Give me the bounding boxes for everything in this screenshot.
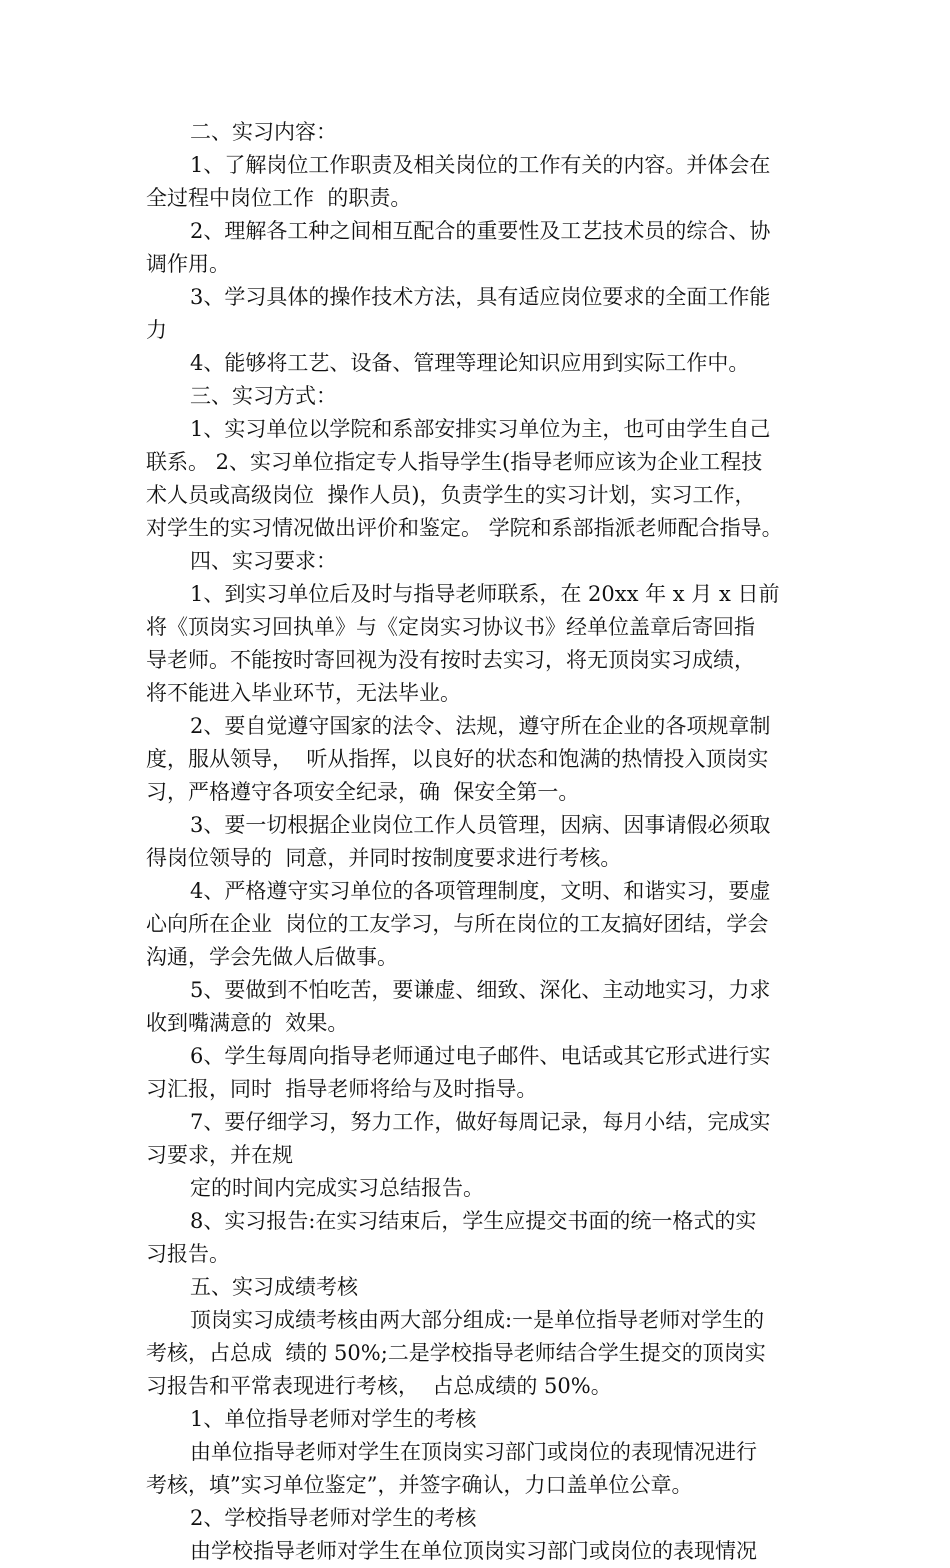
text-line: 2、要自觉遵守国家的法令、法规，遵守所在企业的各项规章制 xyxy=(190,714,771,738)
text-line: 术人员或高级岗位 操作人员)，负责学生的实习计划，实习工作， xyxy=(146,483,756,507)
text-line: 习报告。 xyxy=(146,1242,230,1266)
text-line: 1、了解岗位工作职责及相关岗位的工作有关的内容。并体会在 xyxy=(190,153,771,177)
text-line: 收到嘴满意的 效果。 xyxy=(146,1011,349,1035)
text-line: 考核，占总成 绩的 50%;二是学校指导老师结合学生提交的顶岗实 xyxy=(146,1341,766,1365)
text-line: 3、学习具体的操作技术方法，具有适应岗位要求的全面工作能 xyxy=(190,285,771,309)
text-line: 三、实习方式： xyxy=(190,384,337,408)
text-line: 习报告和平常表现进行考核， 占总成绩的 50%。 xyxy=(146,1374,612,1398)
text-line: 考核，填”实习单位鉴定”，并签字确认，力口盖单位公章。 xyxy=(146,1473,693,1497)
text-line: 5、要做到不怕吃苦，要谦虚、细致、深化、主动地实习，力求 xyxy=(190,978,771,1002)
text-line: 顶岗实习成绩考核由两大部分组成:一是单位指导老师对学生的 xyxy=(190,1308,765,1332)
text-line: 1、到实习单位后及时与指导老师联系，在 20xx 年 x 月 x 日前 xyxy=(190,582,780,606)
text-line: 将不能进入毕业环节，无法毕业。 xyxy=(146,681,461,705)
text-line: 1、实习单位以学院和系部安排实习单位为主，也可由学生自己 xyxy=(190,417,771,441)
text-line: 全过程中岗位工作 的职责。 xyxy=(146,186,412,210)
text-line: 二、实习内容： xyxy=(190,120,337,144)
text-line: 五、实习成绩考核 xyxy=(190,1275,358,1299)
text-line: 将《顶岗实习回执单》与《定岗实习协议书》经单位盖章后寄回指 xyxy=(146,615,755,639)
text-line: 由学校指导老师对学生在单位顶岗实习部门或岗位的表现情况 xyxy=(190,1539,757,1563)
text-line: 1、单位指导老师对学生的考核 xyxy=(190,1407,477,1431)
text-line: 导老师。不能按时寄回视为没有按时去实习，将无顶岗实习成绩， xyxy=(146,648,755,672)
text-line: 由单位指导老师对学生在顶岗实习部门或岗位的表现情况进行 xyxy=(190,1440,757,1464)
text-line: 四、实习要求： xyxy=(190,549,337,573)
text-line: 7、要仔细学习，努力工作，做好每周记录，每月小结，完成实 xyxy=(190,1110,771,1134)
text-line: 习要求，并在规 xyxy=(146,1143,293,1167)
text-line: 心向所在企业 岗位的工友学习，与所在岗位的工友搞好团结，学会 xyxy=(146,912,769,936)
text-line: 2、学校指导老师对学生的考核 xyxy=(190,1506,477,1530)
text-line: 联系。 2、实习单位指定专人指导学生(指导老师应该为企业工程技 xyxy=(146,450,763,474)
text-line: 4、严格遵守实习单位的各项管理制度，文明、和谐实习，要虚 xyxy=(190,879,771,903)
text-line: 习汇报，同时 指导老师将给与及时指导。 xyxy=(146,1077,538,1101)
document-body xyxy=(146,116,816,1568)
text-line: 度，服从领导， 听从指挥，以良好的状态和饱满的热情投入顶岗实 xyxy=(146,747,769,771)
text-line: 沟通，学会先做人后做事。 xyxy=(146,945,398,969)
text-line: 8、实习报告:在实习结束后，学生应提交书面的统一格式的实 xyxy=(190,1209,757,1233)
text-line: 定的时间内完成实习总结报告。 xyxy=(190,1176,484,1200)
text-line: 6、学生每周向指导老师通过电子邮件、电话或其它形式进行实 xyxy=(190,1044,771,1068)
text-line: 3、要一切根据企业岗位工作人员管理，因病、因事请假必须取 xyxy=(190,813,771,837)
text-line: 对学生的实习情况做出评价和鉴定。 学院和系部指派老师配合指导。 xyxy=(146,516,783,540)
text-line: 4、能够将工艺、设备、管理等理论知识应用到实际工作中。 xyxy=(190,351,750,375)
text-line: 调作用。 xyxy=(146,252,230,276)
text-line: 2、理解各工种之间相互配合的重要性及工艺技术员的综合、协 xyxy=(190,219,771,243)
text-line: 力 xyxy=(146,318,167,342)
text-line: 得岗位领导的 同意，并同时按制度要求进行考核。 xyxy=(146,846,622,870)
text-line: 习，严格遵守各项安全纪录，确 保安全第一。 xyxy=(146,780,580,804)
